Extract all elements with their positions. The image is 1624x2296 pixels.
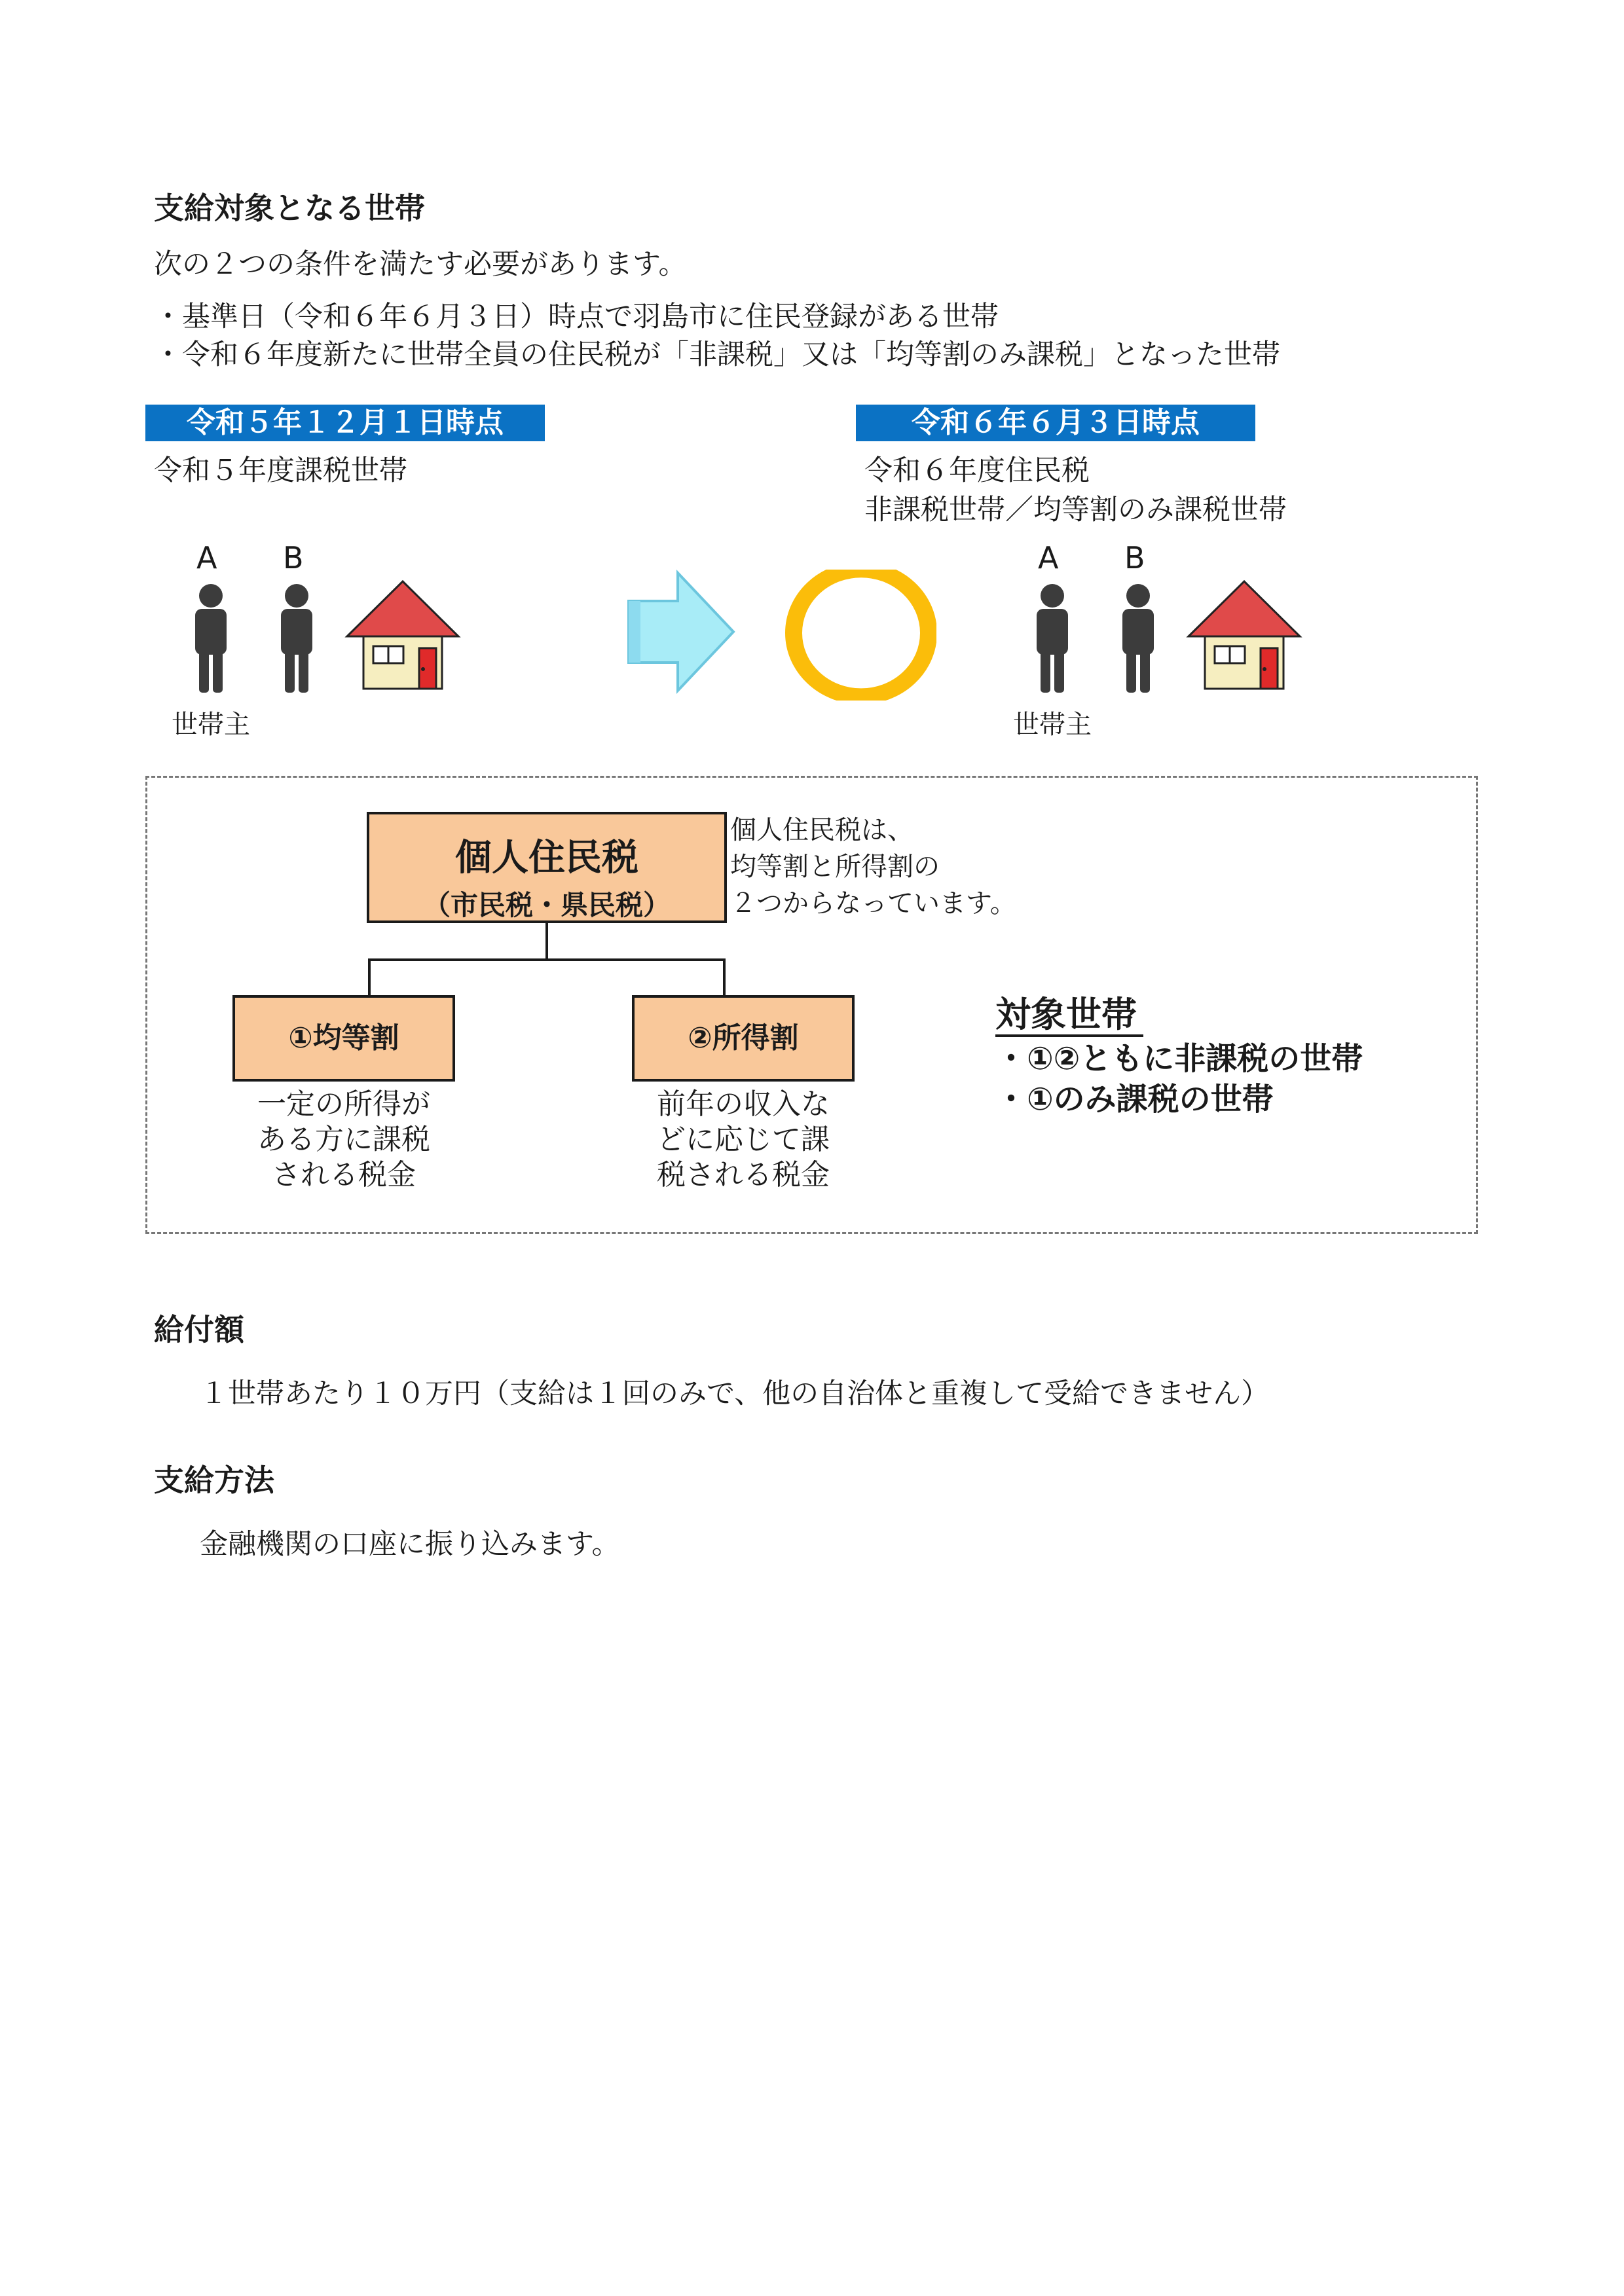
per-capita-levy-box: ①均等割	[232, 995, 455, 1082]
per-capita-levy-description	[232, 1087, 455, 1193]
description-line: 税される税金	[657, 1158, 830, 1192]
note-line: 均等割と所得割の	[730, 852, 940, 882]
section-title-amount: 給付額	[154, 1312, 244, 1347]
target-household-panel	[995, 995, 1363, 1120]
description-line: 前年の収入な	[657, 1087, 830, 1121]
person-icon	[1122, 584, 1154, 693]
condition-item: ・基準日（令和６年６月３日）時点で羽島市に住民登録がある世帯	[154, 301, 999, 333]
transition-illustration	[622, 570, 936, 701]
person-a-label: A	[1038, 540, 1059, 575]
condition-item: ・令和６年度新たに世帯全員の住民税が「非課税」又は「均等割のみ課税」となった世帯	[154, 338, 1280, 371]
right-date-header: 令和６年６月３日時点	[856, 405, 1255, 441]
right-household-illustration	[1018, 576, 1320, 701]
amount-text: １世帯あたり１０万円（支給は１回のみで、他の自治体と重複して受給できません）	[200, 1377, 1270, 1410]
house-icon	[1189, 581, 1300, 689]
left-household-illustration	[177, 576, 478, 701]
resident-tax-note	[730, 812, 1016, 922]
resident-tax-box	[367, 812, 727, 923]
resident-tax-title: 個人住民税	[455, 837, 638, 879]
intro-text: 次の２つの条件を満たす必要があります。	[154, 248, 687, 281]
person-b-label: B	[1124, 540, 1145, 575]
circle-ok-icon	[794, 570, 929, 697]
section-title-method: 支給方法	[154, 1463, 274, 1498]
target-household-item: ・①②ともに非課税の世帯	[995, 1040, 1363, 1077]
income-levy-description	[632, 1087, 855, 1193]
right-status-text-2: 非課税世帯／均等割のみ課税世帯	[864, 494, 1287, 526]
person-icon	[281, 584, 312, 693]
household-head-label: 世帯主	[172, 710, 250, 740]
person-icon	[1037, 584, 1068, 693]
person-a-label: A	[196, 540, 217, 575]
right-status-text-1: 令和６年度住民税	[864, 454, 1090, 487]
house-icon	[347, 581, 458, 689]
note-line: ２つからなっています。	[730, 888, 1016, 919]
resident-tax-subtitle: （市民税・県民税）	[422, 889, 671, 921]
income-levy-box: ②所得割	[632, 995, 855, 1082]
note-line: 個人住民税は、	[730, 815, 913, 845]
left-status-text: 令和５年度課税世帯	[154, 454, 407, 487]
target-household-title: 対象世帯	[995, 995, 1143, 1037]
person-icon	[195, 584, 227, 693]
method-text: 金融機関の口座に振り込みます。	[200, 1528, 620, 1561]
description-line: 一定の所得が	[257, 1087, 430, 1121]
section-title-target: 支給対象となる世帯	[154, 191, 425, 226]
description-line: どに応じて課	[657, 1123, 830, 1156]
target-household-item: ・①のみ課税の世帯	[995, 1081, 1274, 1118]
description-line: される税金	[272, 1158, 416, 1192]
left-date-header: 令和５年１２月１日時点	[145, 405, 545, 441]
description-line: ある方に課税	[257, 1123, 430, 1156]
right-arrow-icon	[629, 573, 733, 691]
tree-connector-lines	[354, 917, 747, 1002]
person-b-label: B	[283, 540, 304, 575]
household-head-label: 世帯主	[1013, 710, 1092, 740]
